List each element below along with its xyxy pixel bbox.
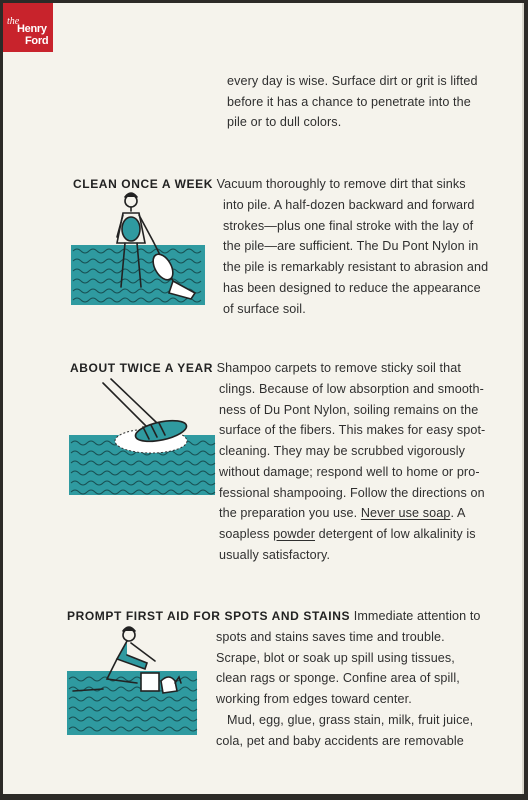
vacuum-illustration	[69, 189, 209, 309]
henry-ford-logo: the Henry Ford	[3, 3, 53, 52]
soapless-line: soapless powder detergent of low alkalinity is	[219, 526, 476, 541]
intro-line-3: pile or to dull colors.	[227, 115, 342, 130]
intro-line-2: before it has a chance to penetrate into the	[227, 94, 471, 109]
first-aid-first-line: PROMPT FIRST AID FOR SPOTS AND STAINS Immediate attention to	[67, 609, 481, 623]
intro-line-1: every day is wise. Surface dirt or grit is lifted	[227, 74, 478, 88]
first-aid-heading: PROMPT FIRST AID FOR SPOTS AND STAINS	[67, 609, 351, 623]
never-use-soap: Never use soap	[360, 506, 451, 521]
spot-cleaning-illustration	[65, 621, 201, 739]
twice-heading: ABOUT TWICE A YEAR	[70, 361, 214, 375]
weekly-paragraph: into pile. A half-dozen backward and forward strokes—plus one final stroke with the lay of the pile—are sufficient. The Du Pont Nylon in the pile is remarkably resistant to abrasion and has been designed to reduce the appearance of surface soil.	[223, 198, 489, 316]
twice-paragraph: clings. Because of low absorption and smooth- ness of Du Pont Nylon, soiling remains on the surface of the fibers. This makes for easy spot- cleaning. They may be scrubbed vigorously without damage; respond well to home or pro- fessional shampooing. Follow the directions on the preparation you use. Never use soap. A soapless powder detergent of low alkalinity is usually satisfactory.	[219, 379, 511, 565]
twice-first-line: ABOUT TWICE A YEAR Shampoo carpets to remove sticky soil that	[70, 361, 461, 375]
scrubbing-illustration	[67, 375, 217, 500]
document-page	[3, 3, 524, 794]
never-soap-line: the preparation you use. Never use soap. A	[219, 506, 466, 521]
weekly-first-line: CLEAN ONCE A WEEK Vacuum thoroughly to remove dirt that sinks	[73, 177, 466, 191]
weekly-heading: CLEAN ONCE A WEEK	[73, 177, 213, 191]
first-aid-paragraph: spots and stains saves time and trouble. Scrape, blot or soak up spill using tissues, clean rags or sponge. Confine area of spill, working from edges toward center. Mud, egg, glue, grass stain, milk, fruit juice, cola, pet and baby accidents are removable	[216, 630, 474, 748]
powder-word: powder	[273, 526, 316, 541]
intro-paragraph	[227, 71, 510, 133]
